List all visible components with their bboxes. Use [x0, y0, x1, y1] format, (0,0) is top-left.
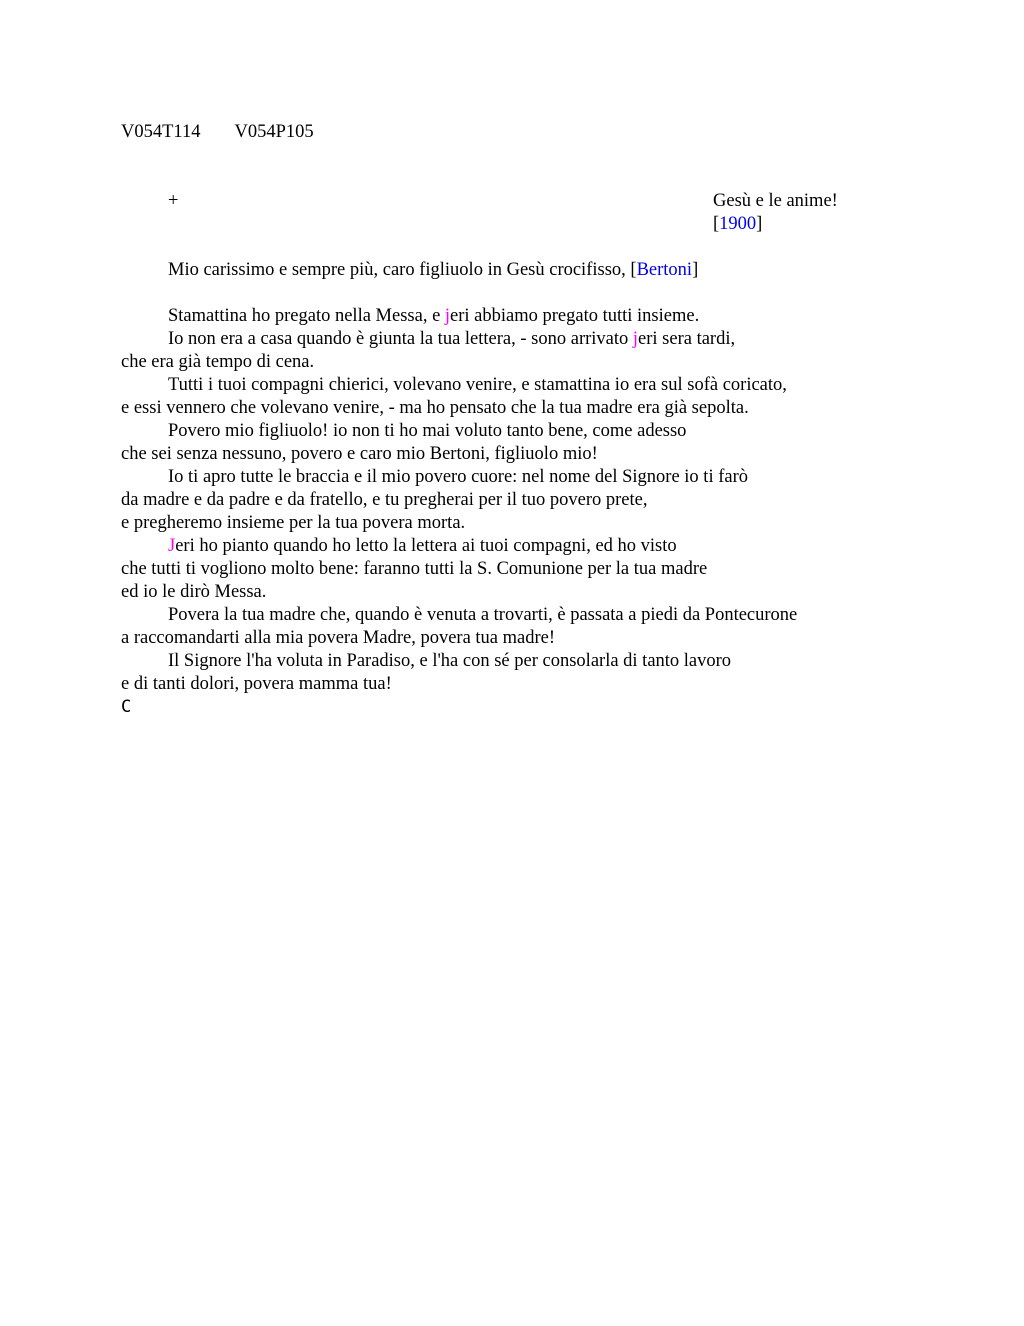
spelling-mark: j — [444, 306, 451, 326]
text-line: e di tanti dolori, povera mamma tua! — [121, 674, 392, 694]
bracket-close: ] — [756, 214, 763, 234]
bracket-open: [ — [713, 214, 720, 234]
text-line — [121, 305, 881, 328]
date-line — [713, 213, 838, 236]
text-line: Il Signore l'ha voluta in Paradiso, e l'ha con sé per consolarla di tanto lavoro — [168, 651, 732, 671]
text-span: Stamattina ho pregato nella Messa, e — [168, 306, 445, 326]
recipient-annotation: Bertoni — [636, 260, 693, 280]
bracket-close: ] — [692, 260, 699, 280]
motto: Gesù e le anime! — [713, 191, 838, 211]
text-line: Povera la tua madre che, quando è venuta a trovarti, è passata a piedi da Pontecurone — [168, 605, 798, 625]
spacer — [121, 282, 881, 305]
spelling-mark: J — [168, 536, 176, 556]
end-mark: C — [121, 697, 132, 717]
text-line: che tutti ti vogliono molto bene: faranno tutti la S. Comunione per la tua madre — [121, 559, 708, 579]
text-line: ed io le dirò Messa. — [121, 582, 267, 602]
document-codes — [121, 121, 314, 144]
text-line: a raccomandarti alla mia povera Madre, povera tua madre! — [121, 628, 556, 648]
text-line: e essi vennero che volevano venire, - ma ho pensato che la tua madre era già sepolta. — [121, 398, 749, 418]
text-line: che sei senza nessuno, povero e caro mio Bertoni, figliuolo mio! — [121, 444, 598, 464]
text-line: che era già tempo di cena. — [121, 352, 315, 372]
text-span: eri ho pianto quando ho letto la lettera ai tuoi compagni, ed ho visto — [175, 536, 677, 556]
text-span: eri abbiamo pregato tutti insieme. — [450, 306, 700, 326]
text-line — [121, 328, 881, 351]
cross-mark: + — [168, 191, 179, 211]
text-span: Io non era a casa quando è giunta la tua lettera, - sono arrivato — [168, 329, 633, 349]
spelling-mark: j — [632, 329, 639, 349]
salutation-text: Mio carissimo e sempre più, caro figliuolo in Gesù crocifisso, — [168, 260, 631, 280]
text-line: e pregheremo insieme per la tua povera morta. — [121, 513, 466, 533]
text-line: Io ti apro tutte le braccia e il mio povero cuore: nel nome del Signore io ti farò — [168, 467, 748, 487]
letter-text — [121, 259, 881, 719]
text-line: da madre e da padre e da fratello, e tu pregherai per il tuo povero prete, — [121, 490, 648, 510]
text-line — [121, 535, 881, 558]
year-annotation: 1900 — [719, 214, 757, 234]
text-line: Tutti i tuoi compagni chierici, volevano venire, e stamattina io era sul sofà coricato, — [168, 375, 787, 395]
code-2: V054P105 — [234, 122, 314, 142]
text-span: eri sera tardi, — [638, 329, 736, 349]
heading-block — [713, 190, 838, 236]
bracket-open: [ — [630, 260, 637, 280]
text-line: Povero mio figliuolo! io non ti ho mai voluto tanto bene, come adesso — [168, 421, 687, 441]
code-1: V054T114 — [121, 122, 201, 142]
salutation — [121, 259, 881, 282]
